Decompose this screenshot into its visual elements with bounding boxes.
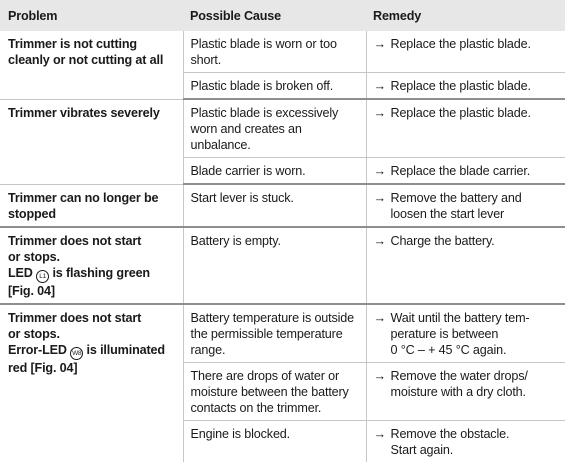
cause-line: range. [190, 343, 226, 357]
cause-line: short. [190, 53, 222, 67]
remedy-line: Replace the blade carrier. [390, 164, 531, 178]
problem-line: red [Fig. 04] [8, 361, 78, 375]
cause-line: the permissible temperature [190, 327, 343, 341]
cause-cell [183, 99, 366, 158]
cause-cell [183, 184, 366, 227]
cause-line: Start lever is stuck. [190, 191, 294, 205]
problem-line: cleanly or not cutting at all [8, 53, 164, 67]
header-remedy: Remedy [366, 0, 565, 31]
problem-line: Trimmer vibrates severely [8, 105, 160, 120]
remedy-cell [366, 99, 565, 158]
cause-cell [183, 158, 366, 185]
arrow-right-icon: → [373, 164, 386, 178]
problem-line: Trimmer is not cutting [8, 37, 137, 51]
arrow-right-icon: → [373, 191, 386, 205]
problem-cell [0, 227, 183, 304]
cause-line: Battery temperature is outside [190, 311, 354, 325]
remedy-line: loosen the start lever [390, 207, 505, 221]
problem-line: [Fig. 04] [8, 284, 55, 298]
problem-cell [0, 304, 183, 462]
remedy-cell [366, 184, 565, 227]
cause-line: Engine is blocked. [190, 427, 291, 441]
cause-cell [183, 304, 366, 363]
problem-text: is illuminated [83, 343, 165, 357]
problem-text: is flashing green [49, 266, 150, 280]
problem-text: LED [8, 266, 37, 280]
table-row [0, 304, 565, 363]
remedy-cell [366, 304, 565, 363]
remedy-line: 0 °C – + 45 °C again. [390, 343, 507, 357]
remedy-line: Start again. [390, 443, 454, 457]
problem-line [8, 265, 179, 283]
remedy-cell [366, 227, 565, 304]
remedy-line: Remove the water drops/ [390, 369, 528, 383]
remedy-line: Replace the plastic blade. [390, 37, 531, 51]
cause-cell [183, 31, 366, 73]
arrow-right-icon: → [373, 37, 386, 51]
cause-cell [183, 363, 366, 421]
header-possible-cause: Possible Cause [183, 0, 366, 31]
remedy-line: Replace the plastic blade. [390, 79, 531, 93]
remedy-cell [366, 31, 565, 73]
problem-text: Error-LED [8, 343, 71, 357]
remedy-cell [366, 158, 565, 185]
cause-line: Blade carrier is worn. [190, 164, 306, 178]
cause-line: contacts on the trimmer. [190, 401, 322, 415]
problem-line: Trimmer does not start [8, 311, 142, 325]
remedy-cell [366, 421, 565, 463]
cause-line: moisture between the battery [190, 385, 349, 399]
problem-line: Trimmer does not start [8, 234, 142, 248]
remedy-cell [366, 363, 565, 421]
problem-cell [0, 31, 183, 99]
remedy-line: Wait until the battery tem- [390, 311, 530, 325]
table-row [0, 99, 565, 158]
cause-line: Plastic blade is broken off. [190, 79, 334, 93]
arrow-right-icon: → [373, 311, 386, 325]
remedy-line: perature is between [390, 327, 499, 341]
problem-cell [0, 99, 183, 184]
remedy-line: Charge the battery. [390, 234, 495, 248]
arrow-right-icon: → [373, 234, 386, 248]
header-row [0, 0, 565, 31]
problem-line [8, 342, 179, 360]
header-problem: Problem [0, 0, 183, 31]
cause-line: Plastic blade is excessively [190, 106, 339, 120]
remedy-line: Remove the obstacle. [390, 427, 510, 441]
problem-line: or stops. [8, 250, 60, 264]
table-header [0, 0, 565, 31]
arrow-right-icon: → [373, 79, 386, 93]
cause-cell [183, 73, 366, 100]
problem-line: Trimmer can no longer be [8, 190, 159, 205]
cause-cell [183, 421, 366, 463]
cause-line: Plastic blade is worn or too [190, 37, 337, 51]
led-l1-icon: L1 [36, 270, 49, 283]
remedy-line: moisture with a dry cloth. [390, 385, 526, 399]
table-row [0, 31, 565, 73]
cause-cell [183, 227, 366, 304]
cause-line: Battery is empty. [190, 234, 281, 248]
cause-line: There are drops of water or [190, 369, 340, 383]
cause-line: worn and creates an unbalance. [190, 122, 302, 152]
problem-line: stopped [8, 206, 56, 221]
remedy-line: Replace the plastic blade. [390, 106, 531, 120]
remedy-line: Remove the battery and [390, 191, 522, 205]
remedy-cell [366, 73, 565, 100]
table-row [0, 184, 565, 227]
table-body [0, 31, 565, 462]
arrow-right-icon: → [373, 427, 386, 441]
arrow-right-icon: → [373, 106, 386, 120]
problem-cell [0, 184, 183, 227]
table-row [0, 227, 565, 304]
arrow-right-icon: → [373, 369, 386, 383]
problem-line: or stops. [8, 327, 60, 341]
error-led-w8-icon: W8 [70, 347, 83, 360]
